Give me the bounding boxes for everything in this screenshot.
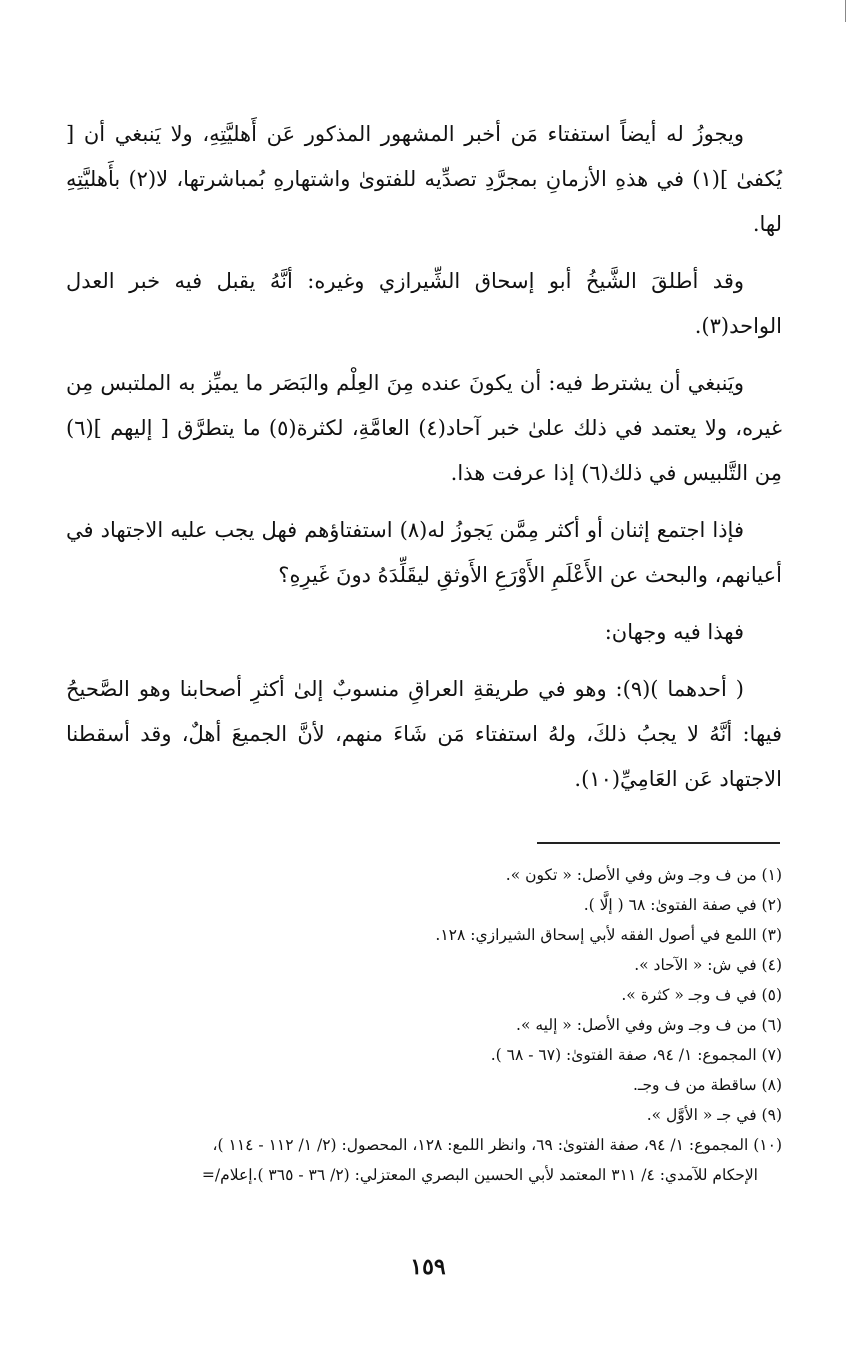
paragraph-4: فإذا اجتمع إثنان أو أكثر مِمَّن يَجوزُ له(٨) استفتاؤهم فهل يجب عليه الاجتهاد في أعيانهم، والبحث عن الأَعْلَمِ الأَوْرَعِ الأَوثقِ ليقَلِّدَهُ دونَ غَيرِهِ؟ <box>66 518 782 587</box>
footnote-1: (١) من ف وجـ وش وفي الأصل: « تكون ». <box>505 866 782 884</box>
footnote-5: (٥) في ف وجـ « كثرة ». <box>621 986 782 1004</box>
main-text <box>66 112 782 814</box>
paragraph-3: ويَنبغي أن يشترط فيه: أن يكونَ عنده مِنَ العِلْم والبَصَر ما يميِّز به الملتبس مِن غيره، ولا يعتمد في ذلك علىٰ خبر آحاد(٤) العامَّةِ، لكثرة(٥) ما يتطرَّق [ إليهم ](٦) مِن التَّلبيس في ذلك(٦) إذا عرفت هذا. <box>66 371 782 485</box>
footnote-2: (٢) في صفة الفتوىٰ: ٦٨ ( إلَّا ). <box>583 896 782 914</box>
footnote-10-continued: الإحكام للآمدي: ٤/ ٣١١ المعتمد لأبي الحسين البصري المعتزلي: (٢/ ٣٦ - ٣٦٥ ).إعلام/= <box>201 1166 758 1184</box>
footnote-10: (١٠) المجموع: ١/ ٩٤، صفة الفتوىٰ: ٦٩، وانظر اللمع: ١٢٨، المحصول: (٢/ ١/ ١١٢ - ١١٤ )، <box>212 1136 782 1154</box>
footnote-3: (٣) اللمع في أصول الفقه لأبي إسحاق الشيرازي: ١٢٨. <box>435 926 782 944</box>
footnote-8: (٨) ساقطة من ف وجـ. <box>633 1076 782 1094</box>
footnote-9: (٩) في جـ « الأوَّل ». <box>646 1106 782 1124</box>
paragraph-1: ويجوزُ له أيضاً استفتاء مَن أخبر المشهور المذكور عَن أَهليَّتِهِ، ولا يَنبغي أن [ يُكفىٰ ](١) في هذهِ الأزمانِ بمجرَّدِ تصدِّيه للفتوىٰ واشتهارهِ بُمباشرتها، لا(٢) بأَهليَّتِهِ لها. <box>66 122 782 236</box>
paragraph-6: ( أحدهما )(٩): وهو في طريقةِ العراقِ منسوبٌ إلىٰ أكثرِ أصحابنا وهو الصَّحيحُ فيها: أنَّهُ لا يجبُ ذلكَ، ولهُ استفتاء مَن شَاءَ منهم، لأنَّ الجميعَ أهلٌ، وقد أسقطنا الاجتهاد عَن العَامِيِّ(١٠). <box>66 677 782 791</box>
scan-edge-mark <box>835 0 846 22</box>
paragraph-2: وقد أطلقَ الشَّيخُ أبو إسحاق الشِّيرازي وغيره: أنَّهُ يقبل فيه خبر العدل الواحد(٣). <box>66 269 782 338</box>
page-number: ١٥٩ <box>410 1254 446 1280</box>
footnote-4: (٤) في ش: « الآحاد ». <box>634 956 782 974</box>
footnote-separator <box>537 842 780 844</box>
footnote-7: (٧) المجموع: ١/ ٩٤، صفة الفتوىٰ: (٦٧ - ٦٨ ). <box>490 1046 782 1064</box>
footnotes <box>40 860 782 1190</box>
footnote-6: (٦) من ف وجـ وش وفي الأصل: « إليه ». <box>516 1016 782 1034</box>
paragraph-5: فهذا فيه وجهان: <box>604 620 744 644</box>
